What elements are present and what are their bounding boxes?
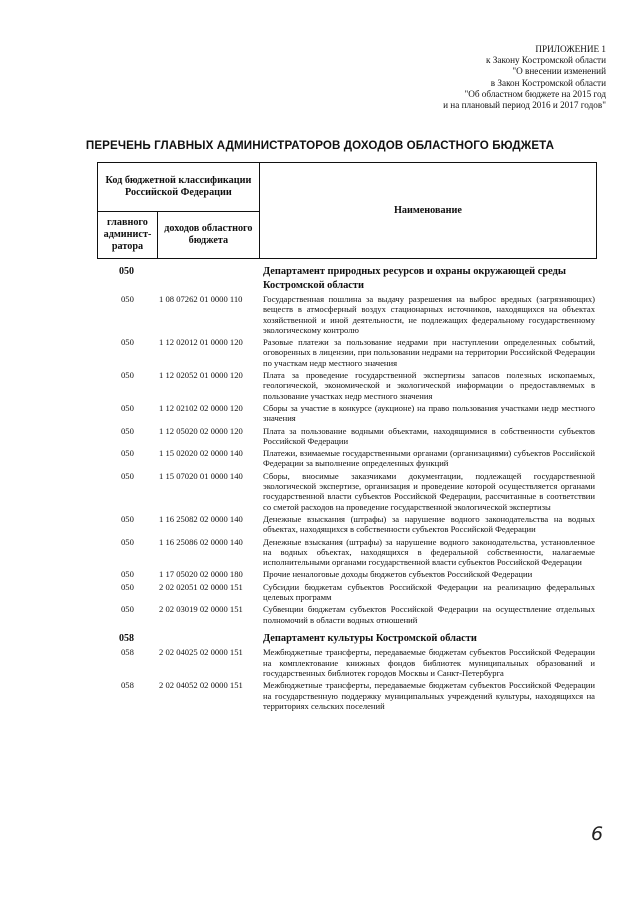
department-row <box>0 632 640 646</box>
table-row <box>0 426 640 447</box>
header-line: ПРИЛОЖЕНИЕ 1 <box>535 44 606 54</box>
admin-code: 050 <box>121 425 134 436</box>
income-code: 1 08 07262 01 0000 110 <box>159 294 243 304</box>
admin-code: 050 <box>121 337 134 348</box>
income-code: 1 17 05020 02 0000 180 <box>159 569 243 580</box>
table-row <box>0 604 640 625</box>
income-code: 2 02 04052 02 0000 151 <box>159 680 243 691</box>
admin-code: 050 <box>121 448 134 459</box>
income-column-header: доходов областного бюджета <box>157 212 259 259</box>
table-row <box>0 537 640 568</box>
admin-code: 050 <box>121 604 134 615</box>
table-row <box>0 337 640 368</box>
income-code: 1 12 05020 02 0000 120 <box>159 425 243 436</box>
income-name: Государственная пошлина за выдачу разрешения на выброс вредных (загрязняющих) веществ в атмосферный воздух стационарных источников, находящихся на объектах хозяйственной и иной деятельности, не подлежащих федеральному государственному экологическому контролю <box>263 294 595 335</box>
income-name: Сборы за участие в конкурсе (аукционе) на право пользования участками недр местного значения <box>263 402 595 424</box>
header-line: к Закону Костромской области <box>486 55 606 66</box>
admin-code: 050 <box>119 266 134 277</box>
admin-code: 058 <box>119 632 134 644</box>
income-code: 1 15 07020 01 0000 140 <box>159 470 243 481</box>
document-title: ПЕРЕЧЕНЬ ГЛАВНЫХ АДМИНИСТРАТОРОВ ДОХОДОВ ОБЛАСТНОГО БЮДЖЕТА <box>85 139 555 152</box>
table-row <box>0 647 640 678</box>
income-code: 2 02 02051 02 0000 151 <box>159 581 243 592</box>
income-name: Межбюджетные трансферты, передаваемые бюджетам субъектов Российской Федерации на комплектование книжных фондов библиотек муниципальных образований и государственных библиотек городов Москвы и Санкт-Петербурга <box>263 647 595 678</box>
header-line: в Закон Костромской области <box>490 77 606 88</box>
table-header <box>97 162 597 259</box>
table-row <box>0 403 640 424</box>
table-row <box>0 448 640 469</box>
admin-code: 050 <box>121 470 134 481</box>
income-code: 2 02 03019 02 0000 151 <box>159 604 243 615</box>
department-row <box>0 265 640 292</box>
income-code: 1 15 02020 02 0000 140 <box>159 448 243 459</box>
administrators-list <box>0 265 640 711</box>
table-row <box>0 471 640 512</box>
admin-code: 058 <box>121 647 134 658</box>
income-name: Субвенции бюджетам субъектов Российской Федерации на осуществление отдельных полномочий в области водных отношений <box>263 604 595 625</box>
table-row <box>0 680 640 711</box>
admin-code: 050 <box>121 402 134 413</box>
table-row <box>0 569 640 579</box>
income-name: Плата за проведение государственной экспертизы запасов полезных ископаемых, геологической, экономической и экологической информации о предоставляемых в пользование участках недр местного значения <box>263 370 595 401</box>
department-name: Департамент культуры Костромской области <box>263 632 477 644</box>
income-code: 2 02 04025 02 0000 151 <box>159 647 243 658</box>
header-line: и на плановый период 2016 и 2017 годов" <box>443 100 606 111</box>
income-name: Межбюджетные трансферты, передаваемые бюджетам субъектов Российской Федерации на государственную поддержку муниципальных учреждений культуры, находящихся на территориях сельских поселений <box>263 680 595 711</box>
page-number: 6 <box>591 823 604 845</box>
admin-code: 050 <box>121 294 134 304</box>
code-group-header: Код бюджетной классификации Российской Федерации <box>98 163 260 212</box>
income-code: 1 12 02012 01 0000 120 <box>159 337 243 348</box>
income-name: Денежные взыскания (штрафы) за нарушение водного законодательства на водных объектах, находящихся в собственности субъектов Российской Федерации <box>263 513 595 535</box>
income-code: 1 12 02102 02 0000 120 <box>159 402 243 413</box>
income-name: Субсидии бюджетам субъектов Российской Федерации на реализацию федеральных целевых программ <box>263 581 595 603</box>
table-row <box>0 514 640 535</box>
admin-code: 050 <box>121 569 134 580</box>
income-code: 1 12 02052 01 0000 120 <box>159 370 243 381</box>
table-row <box>0 370 640 401</box>
income-name: Прочие неналоговые доходы бюджетов субъектов Российской Федерации <box>263 569 533 580</box>
admin-code: 050 <box>121 370 134 381</box>
header-line: "О внесении изменений <box>512 66 606 77</box>
income-name: Платежи, взимаемые государственными органами (организациями) субъектов Российской Федерации за выполнение определенных функций <box>263 448 595 469</box>
admin-column-header: главного админист-ратора <box>98 212 158 259</box>
department-name: Департамент природных ресурсов и охраны окружающей среды Костромской области <box>263 266 566 291</box>
admin-code: 050 <box>121 536 134 547</box>
income-name: Денежные взыскания (штрафы) за нарушение водного законодательства, установленное на водных объектах, находящихся в федеральной собственности, налагаемые исполнительными органами государственной власти субъектов Российской Федерации <box>263 536 595 568</box>
table-row <box>0 294 640 335</box>
income-name: Сборы, вносимые заказчиками документации, подлежащей государственной экологической экспертизе, организация и проведение которой осуществляется органами государственной власти субъектов Российской Федерации, рассчитанные в соответствии со сметой расходов на проведение государственной экологической экспертизы <box>263 470 595 512</box>
admin-code: 050 <box>121 513 134 524</box>
income-code: 1 16 25086 02 0000 140 <box>159 536 243 547</box>
income-code: 1 16 25082 02 0000 140 <box>159 513 243 524</box>
header-line: "Об областном бюджете на 2015 год <box>464 88 606 99</box>
admin-code: 050 <box>121 581 134 592</box>
admin-code: 058 <box>121 680 134 691</box>
name-column-header: Наименование <box>259 163 596 259</box>
appendix-header <box>276 44 606 111</box>
income-name: Разовые платежи за пользование недрами при наступлении определенных событий, оговоренных в лицензии, при пользовании недрами на территории Российской Федерации по участкам недр местного значения <box>263 337 595 368</box>
table-row <box>0 582 640 603</box>
income-name: Плата за пользование водными объектами, находящимися в собственности субъектов Российской Федерации <box>263 425 595 446</box>
